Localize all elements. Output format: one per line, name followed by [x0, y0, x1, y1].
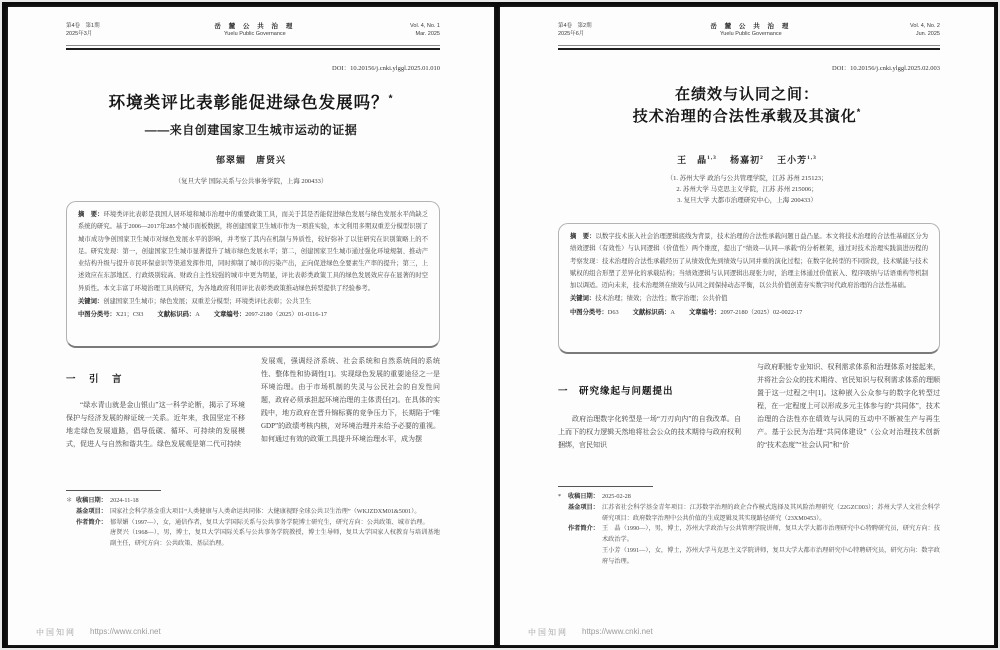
footnote-label: 作者简介： [76, 518, 107, 526]
journal-volume-cn [66, 23, 100, 38]
volume-issue-en: Vol. 4, No. 2 [910, 23, 940, 29]
article-meta [570, 307, 928, 319]
article-title-text: 技术治理的合法性承载及其演化 [632, 108, 857, 125]
article-title-line2 [520, 105, 974, 126]
affiliation [500, 173, 994, 206]
affiliation-line: 2. 苏州大学 马克思主义学院，江苏 苏州 215006； [676, 186, 818, 193]
footnote-indent [66, 518, 76, 529]
footnote-text: 国家社会科学基金重大项目“人类健康与人类命运共同体：大健康视野全球公共卫生治理”（WKJZDXM01&5001）。 [110, 507, 421, 515]
footnote-text: 王小芳（1991—），女，博士，苏州大学马克思主义学院讲师，复旦大学大都市治理研究中心特聘研究员，研究方向：数字政府与治理。 [602, 546, 940, 565]
article-id-label: 文章编号： [688, 308, 721, 316]
footnote-label: 作者简介： [568, 525, 599, 533]
keywords-text: 技术治理；绩效；合法性；数字治理；公共价值 [595, 295, 728, 303]
journal-title-cn: 岳 麓 公 共 治 理 [710, 23, 792, 30]
footnote-text: 2025-02-28 [602, 493, 631, 500]
body-columns [558, 361, 940, 481]
footnote-text: 唐贤兴（1968—），男，博士，复旦大学国际关系与公共事务学院教授，博士生导师，复旦大学国家人权教育与培训基地副主任，研究方向：公共政策、基层治理。 [110, 529, 440, 548]
section-heading: 一 研究缘起与问题提出 [558, 386, 674, 397]
footnote-indent [558, 524, 568, 546]
journal-header [66, 23, 440, 38]
clc-number [570, 307, 619, 319]
article-id-label: 文章编号： [213, 311, 246, 319]
affiliation-line: （复旦大学 国际关系与公共事务学院，上海 200433） [174, 178, 328, 185]
keywords-text: 创建国家卫生城市；绿色发展；双重差分模型；环境类评比表彰；公共卫生 [103, 298, 311, 306]
footnote-row [66, 528, 440, 550]
abstract-label: 摘 要： [78, 211, 104, 218]
author [730, 155, 764, 165]
cnki-logo-text: 中国知网 [528, 628, 568, 637]
affiliation-line: 3. 复旦大学 大都市治理研究中心，上海 200433） [677, 197, 817, 204]
journal-title-cn: 岳 麓 公 共 治 理 [214, 23, 296, 30]
affiliation [8, 176, 494, 187]
article-subtitle: ——来自创建国家卫生城市运动的证据 [144, 123, 358, 137]
date-en: Mar. 2025 [415, 30, 440, 37]
article-title-line1: 在绩效与认同之间： [674, 86, 819, 103]
clc-label: 中图分类号： [570, 308, 608, 316]
date-en: Jun. 2025 [915, 30, 940, 37]
footnote-text: 郁翠媚（1997—），女，通信作者，复旦大学国际关系与公共事务学院博士研究生，研究方向：公共政策、城市治理。 [110, 518, 429, 526]
volume-issue-cn: 第4卷 第1期 [66, 23, 100, 29]
abstract-box [66, 201, 440, 348]
footnote-indent [66, 507, 76, 518]
doi: DOI：10.20156/j.cnki.ylggl.2025.01.010 [332, 65, 440, 72]
footnote-star: ＊ [66, 497, 73, 504]
author-affil-sup: 2 [760, 155, 764, 161]
journal-title-en: Yuelu Public Governance [719, 30, 782, 37]
affiliation-line: （1. 苏州大学 政治与公共管理学院，江苏 苏州 215123； [666, 175, 828, 182]
body-column-1 [558, 361, 741, 481]
footnote-indent [558, 546, 568, 568]
cnki-logo-text: 中国知网 [36, 628, 76, 637]
abstract [570, 231, 928, 292]
abstract-label: 摘 要： [570, 233, 596, 240]
footnote-star: * [558, 493, 562, 500]
abstract [78, 209, 428, 295]
footnote-label [76, 528, 110, 550]
doc-code-value: A [670, 308, 675, 316]
paper-page-right [500, 7, 994, 645]
volume-issue-en: Vol. 4, No. 1 [410, 23, 440, 29]
abstract-box [558, 223, 940, 354]
body-paragraph: 与政府职能专业知识、权利需求体系和治理体系对接起来，并将社会公众的技术期待、官民知识与权利需求体系的理顺置于这一过程之中[1]。这种嵌入公众参与的数字化转型过程，在一定程度上可以形成多元主体参与的“共同体”，技术治理的合法性亦在绩效与认同的互动中不断被生产与再生产。基于公民为治理“共同体建设”（公众对治理技术创新的“技术态度”“社会认同”和“价 [757, 363, 940, 449]
author-name: 杨嘉初 [730, 155, 761, 165]
footnote-text: 江苏省社会科学基金青年项目：江苏数字治理的政企合作模式选择及其风险治理研究（22GZC003）；苏州大学人文社会科学研究项目：政府数字治理中公共价值的生成逻辑及其实现路径研究（23XM0453）。 [602, 503, 940, 522]
journal-title-block [214, 23, 295, 38]
volume-issue-cn: 第4卷 第2期 [558, 23, 592, 29]
title-footnote-marker: * [388, 93, 394, 105]
abstract-text: 以数字技术嵌入社会治理逻辑底线为背景，技术治理的合法性承载问题日益凸显。本文将技术治理的合法性基础区分为绩效逻辑（有效性）与认同逻辑（价值性）两个维度，提出了“绩效—认同—承载”的分析框架，通过对技术治理实践演进历程的考察发现：技术治理的合法性承载经历了从绩效优先到绩效与认同并重的演化过程；在数字化转型的不同阶段，技术赋能与技术赋权的组合形塑了差异化的承载结构；当绩效逻辑与认同逻辑出现张力时，治理主体通过价值嵌入、程序吸纳与话语重构等机制加以调适。迈向未来，技术治理须在绩效与认同之间保持动态平衡，以公共价值创造夯实数字时代政府治理的合法性基础。 [570, 233, 929, 290]
body-paragraph: 政府治理数字化转型是一场“刀刃向内”的自我改革。自上而下的权力逻辑天然地将社会公众的技术期待与政府权利捆绑，官民知识 [558, 415, 741, 449]
article-id [214, 309, 327, 321]
doc-code-value: A [195, 311, 200, 319]
article-id-value: 2097-2180（2025）01-0116-17 [245, 311, 327, 319]
cnki-url: https://www.cnki.net [582, 627, 653, 636]
footnote-indent [558, 503, 568, 525]
body-column-2 [261, 355, 440, 485]
cnki-watermark [36, 627, 161, 638]
keywords [570, 293, 928, 305]
footnote-row [66, 518, 440, 529]
body-paragraph: 发展观，强调经济系统、社会系统和自然系统间的系统性、整体性和协调性[1]。实现绿色发展的重要途径之一是环境治理。由于市场机制的失灵与公民社会的自发性问题，政府必须承担起环境治理的主体责任[2]。在具体的实践中，地方政府在晋升锦标赛的竞争压力下，长期陷于“唯GDP”的政绩考核内核，对环境治理并未给予必要的重视。如何通过有效的政策工具提升环境治理水平，成为摆 [261, 357, 440, 443]
article-id-value: 2097-2180（2025）02-0022-17 [720, 308, 803, 316]
footnote-text: 2024-11-18 [110, 497, 139, 504]
clc-value: D63 [607, 308, 619, 316]
journal-header [558, 23, 940, 38]
section-heading: 一 引 言 [66, 374, 124, 385]
footnote-row [558, 503, 940, 525]
body-paragraph: “绿水青山就是金山银山”这一科学论断，揭示了环境保护与经济发展的辩证统一关系。近年来，我国坚定不移地走绿色发展道路，倡导低碳、循环、可持续的发展模式，促进人与自然和谐共生。绿色发展观是第二代可持续 [66, 401, 245, 448]
footnote-label: 收稿日期： [568, 493, 599, 500]
footnote-row [558, 546, 940, 568]
header-double-rule [558, 45, 940, 50]
author-name: 王 晶 [677, 155, 708, 165]
doc-code-label: 文献标识码： [632, 308, 671, 316]
footnote-label: 收稿日期： [76, 497, 107, 504]
date-cn: 2025年6月 [558, 30, 585, 37]
cnki-watermark [528, 627, 653, 638]
footnote-row [558, 524, 940, 546]
article-title [28, 89, 474, 113]
author [677, 155, 717, 165]
doi: DOI：10.20156/j.cnki.ylggl.2025.02.003 [832, 65, 940, 72]
author-affil-sup: 1,3 [707, 155, 717, 161]
footnote-rule [558, 486, 653, 487]
footnote-row [558, 492, 940, 503]
footnote-indent [66, 528, 76, 550]
author [777, 155, 817, 165]
clc-value: X21；C93 [115, 311, 144, 319]
title-footnote-marker: * [856, 107, 862, 117]
footnote [66, 490, 440, 550]
footnote-label: 基金项目： [568, 503, 599, 511]
author-affil-sup: 1,3 [807, 155, 817, 161]
footnote-label: 基金项目： [76, 507, 107, 515]
cnki-url: https://www.cnki.net [90, 627, 161, 636]
article-title-text: 环境类评比表彰能促进绿色发展吗？ [108, 94, 389, 112]
journal-volume-en [910, 23, 940, 38]
clc-label: 中图分类号： [78, 311, 116, 319]
author-name: 王小芳 [777, 155, 808, 165]
article-meta [78, 309, 428, 321]
footnote-rule [66, 490, 161, 491]
journal-volume-cn [558, 23, 592, 38]
article-id [689, 307, 802, 319]
clc-number [78, 309, 143, 321]
authors: 郁翠媚 唐贤兴 [215, 155, 286, 165]
footnote-text: 王 晶（1990—），男，博士，苏州大学政治与公共管理学院讲师，复旦大学大都市治理研究中心特聘研究员，研究方向：技术政治学。 [602, 525, 940, 544]
paper-page-left [8, 7, 494, 645]
keywords-label: 关键词： [570, 295, 596, 303]
body-column-1 [66, 355, 245, 485]
header-double-rule [66, 45, 440, 50]
journal-title-block [710, 23, 791, 38]
date-cn: 2025年3月 [66, 30, 93, 37]
footnote-row [66, 496, 440, 507]
body-column-2 [757, 361, 940, 481]
keywords [78, 296, 428, 308]
doc-code-label: 文献标识码： [157, 311, 196, 319]
journal-title-en: Yuelu Public Governance [223, 30, 286, 37]
doc-code [633, 307, 675, 319]
authors [500, 153, 994, 166]
journal-volume-en [410, 23, 440, 38]
doc-code [157, 309, 199, 321]
footnote-label [568, 546, 602, 568]
abstract-text: 环境类评比表彰是我国人居环境和城市治理中的重要政策工具，而关于其是否能促进绿色发展与绿色发展水平尚缺乏系统的研究。基于2006—2017年285个城市面板数据，将创建国家卫生城市作为一项准实验，本文利用多期双重差分模型识别了城市成功争创国家卫生城市对绿色发展水平的影响，并考察了其内在机制与异质性，较好弥补了以往研究在识别策略上的不足。研究发现：第一，创建国家卫生城市显著提升了城市绿色发展水平；第二，创建国家卫生城市通过强化环境规制、推动产业结构升级与提升市民环保意识等渠道发挥作用，同时抑制了城市的污染产出，正向促进绿色全要素生产率的提升；第三，上述效应在东部地区、行政级别较高、财政自主性较强的城市中更为明显，评比表彰类政策工具的绿色发展效应存在显著的时空异质性。本文丰富了环境治理工具的研究，为各地政府利用评比表彰类政策推动绿色转型提供了经验参考。 [78, 211, 429, 292]
keywords-label: 关键词： [78, 298, 104, 306]
body-columns [66, 355, 440, 485]
footnote-row [66, 507, 440, 518]
footnote [558, 486, 940, 568]
